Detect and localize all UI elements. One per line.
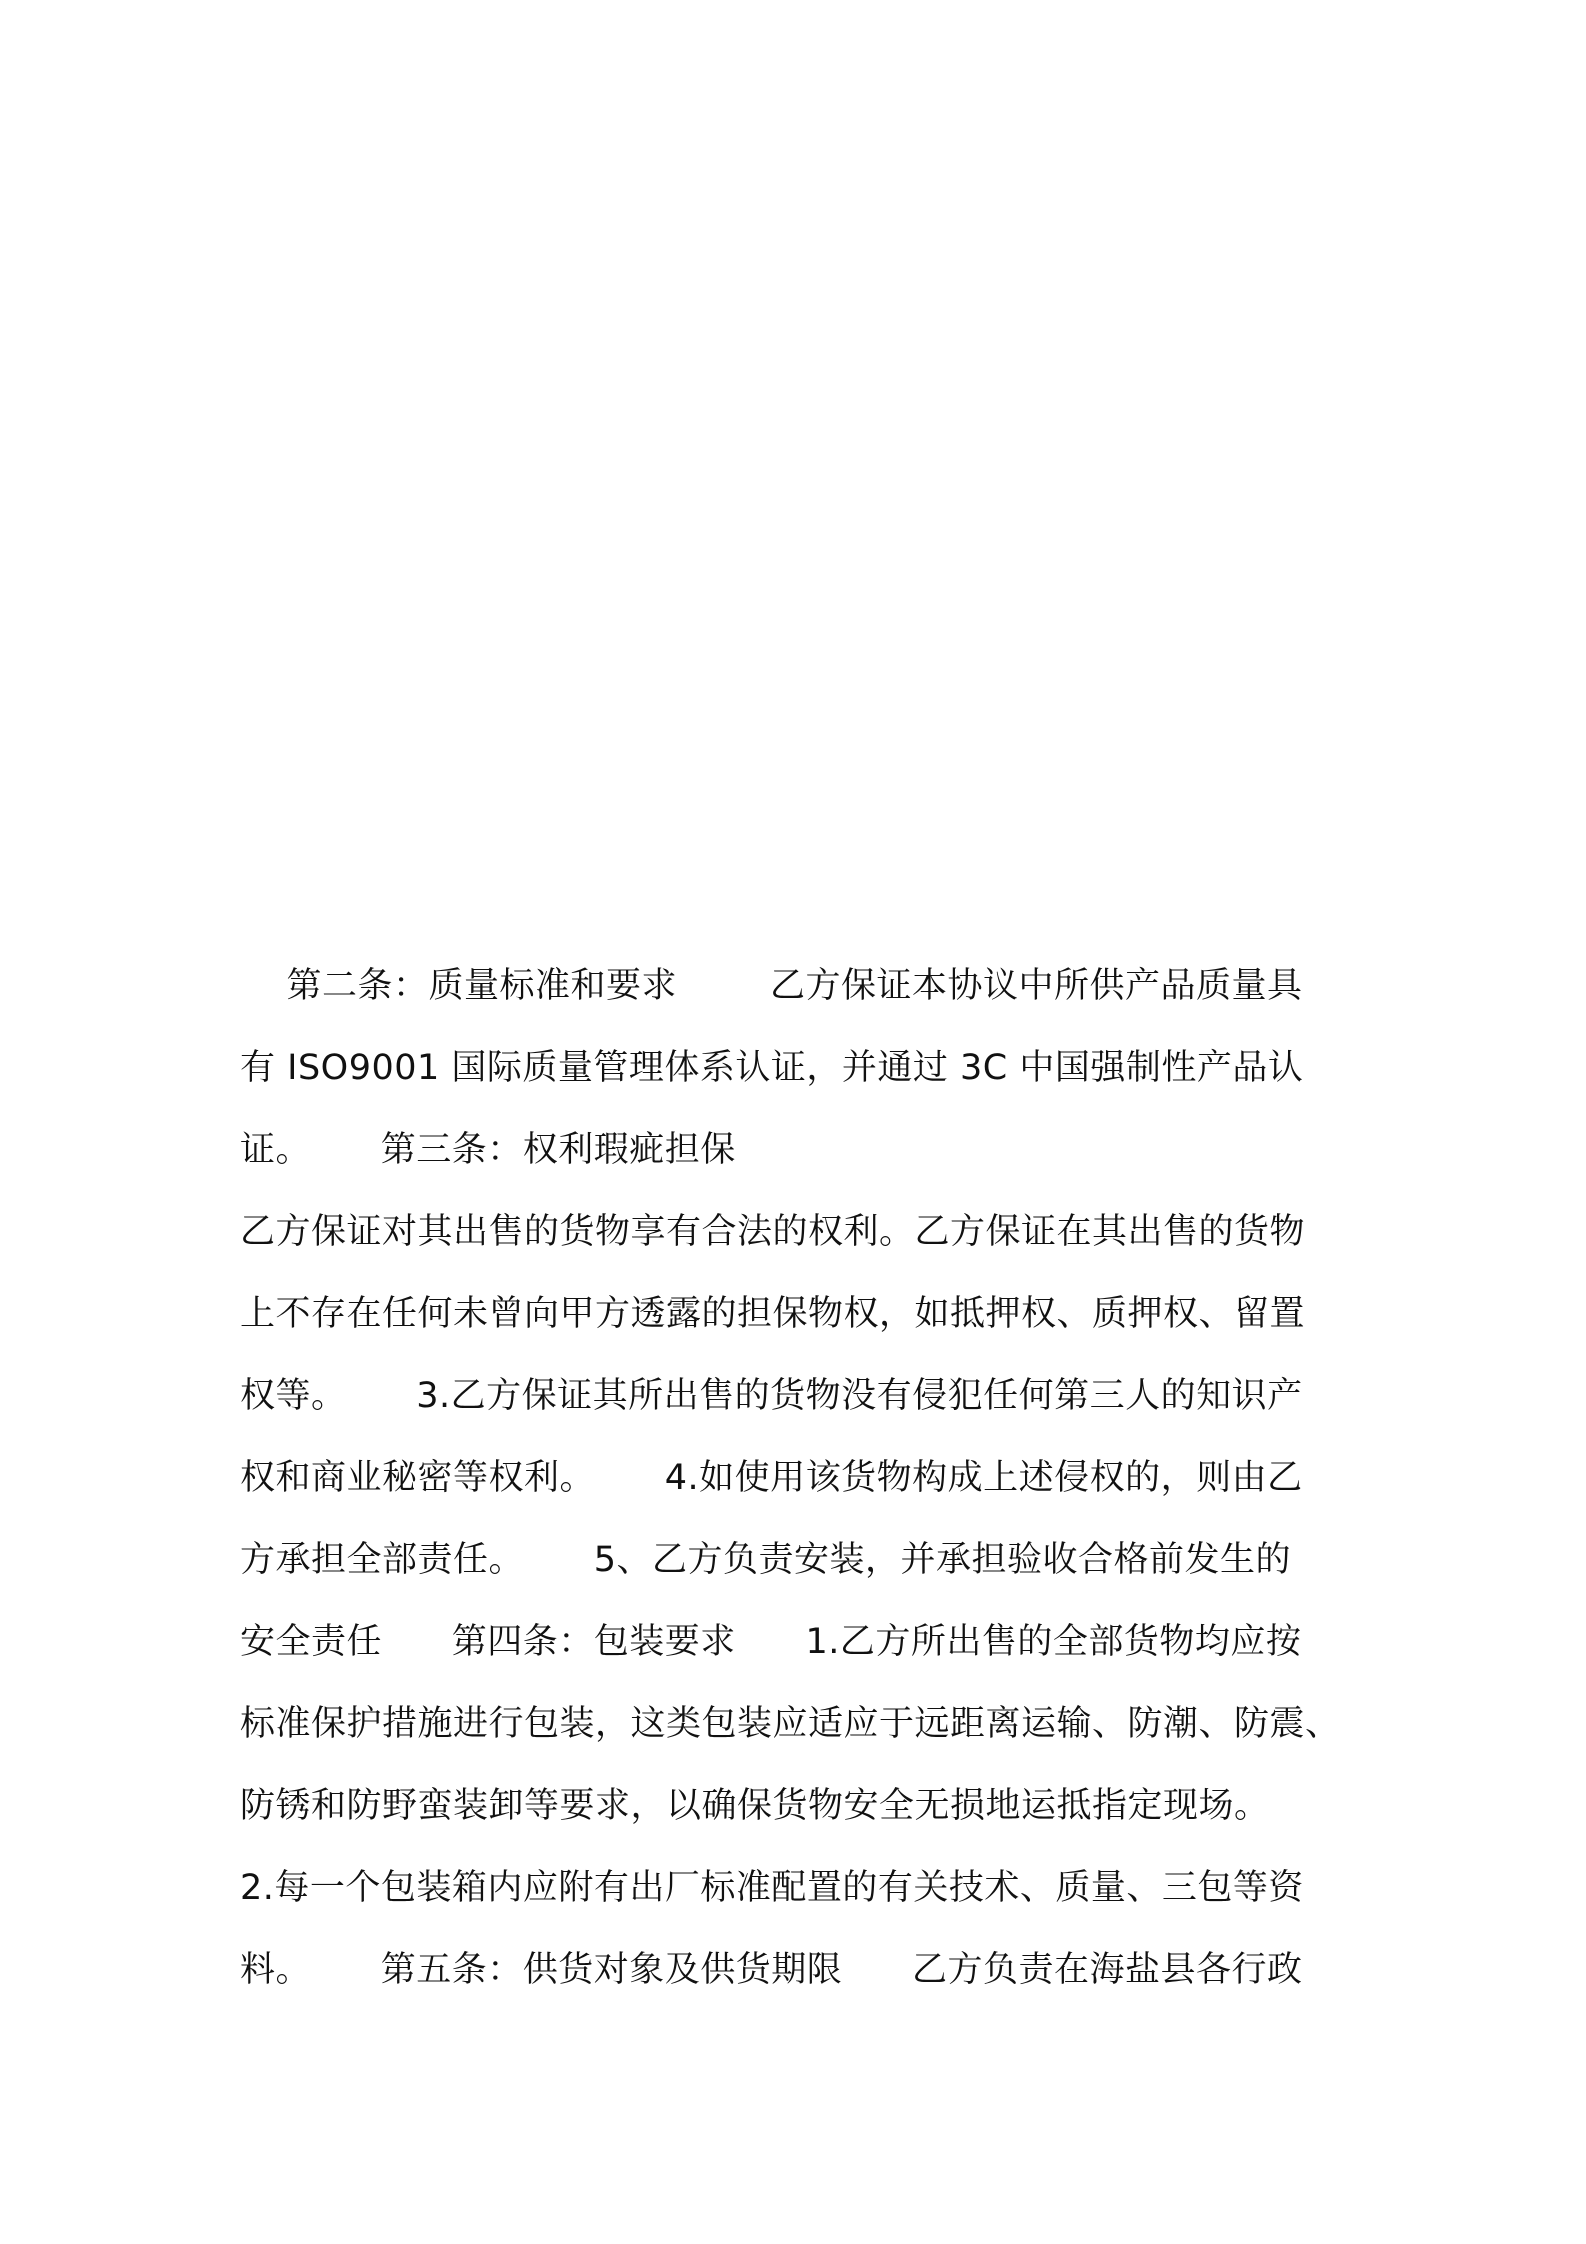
contract-text-body — [240, 945, 1360, 2011]
text-line: 证。 第三条：权利瑕疵担保 — [240, 1130, 736, 1170]
text-line: 标准保护措施进行包装，这类包装应适应于远距离运输、防潮、防震、 — [240, 1704, 1341, 1744]
text-line: 权等。 3.乙方保证其所出售的货物没有侵犯任何第三人的知识产 — [240, 1376, 1303, 1416]
text-line: 上不存在任何未曾向甲方透露的担保物权，如抵押权、质押权、留置 — [240, 1294, 1306, 1334]
text-line: 有 ISO9001 国际质量管理体系认证，并通过 3C 中国强制性产品认 — [240, 1048, 1304, 1088]
text-line: 2.每一个包装箱内应附有出厂标准配置的有关技术、质量、三包等资 — [240, 1868, 1304, 1908]
text-line: 乙方保证对其出售的货物享有合法的权利。乙方保证在其出售的货物 — [240, 1212, 1306, 1252]
text-line: 权和商业秘密等权利。 4.如使用该货物构成上述侵权的，则由乙 — [240, 1458, 1303, 1498]
text-line: 第二条：质量标准和要求 乙方保证本协议中所供产品质量具 — [240, 966, 1303, 1006]
text-line: 方承担全部责任。 5、乙方负责安装，并承担验收合格前发生的 — [240, 1540, 1292, 1580]
text-line: 防锈和防野蛮装卸等要求，以确保货物安全无损地运抵指定现场。 — [240, 1786, 1270, 1826]
text-line: 安全责任 第四条：包装要求 1.乙方所出售的全部货物均应按 — [240, 1622, 1302, 1662]
text-line: 料。 第五条：供货对象及供货期限 乙方负责在海盐县各行政 — [240, 1950, 1303, 1990]
